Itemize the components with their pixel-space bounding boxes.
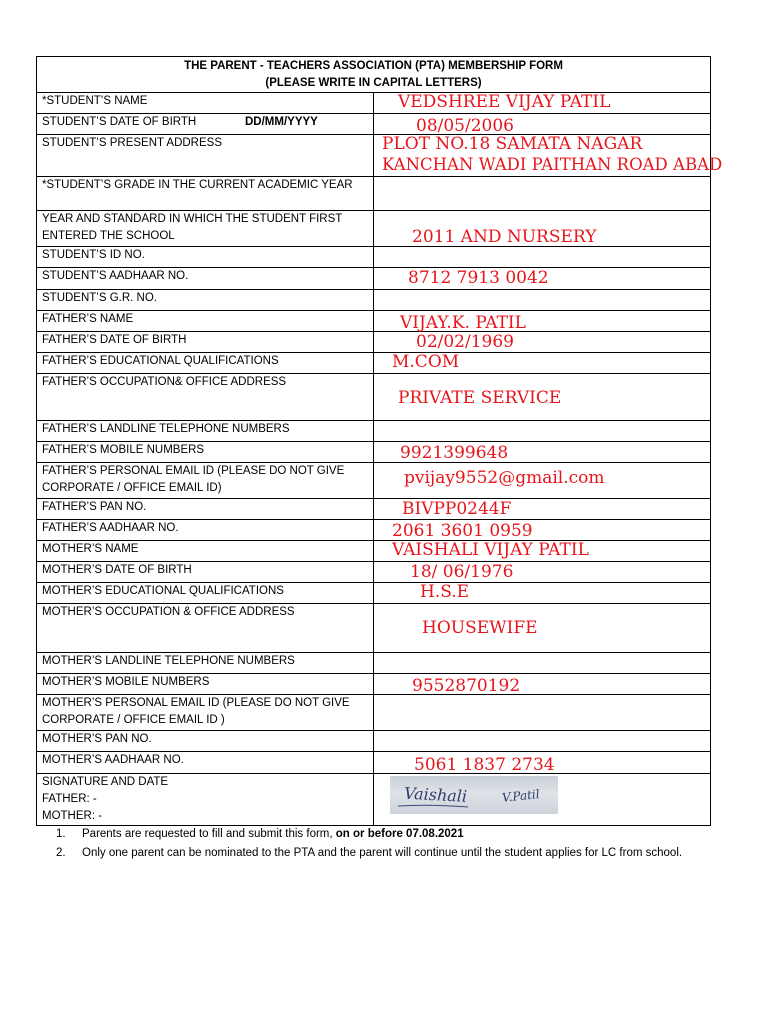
mother-occupation-label: MOTHER’S OCCUPATION & OFFICE ADDRESS bbox=[37, 604, 374, 653]
mother-name-label: MOTHER’S NAME bbox=[37, 541, 374, 562]
father-aadhaar-value: 2061 3601 0959 bbox=[392, 521, 533, 541]
student-grade-label: *STUDENT’S GRADE IN THE CURRENT ACADEMIC YEAR bbox=[37, 177, 374, 211]
father-landline-label: FATHER’S LANDLINE TELEPHONE NUMBERS bbox=[37, 421, 374, 442]
dob-format-hint: DD/MM/YYYY bbox=[245, 116, 318, 128]
student-id-field[interactable] bbox=[374, 247, 711, 268]
mother-landline-label: MOTHER’S LANDLINE TELEPHONE NUMBERS bbox=[37, 653, 374, 674]
mother-occupation-value: HOUSEWIFE bbox=[422, 618, 538, 638]
father-dob-field[interactable] bbox=[374, 332, 711, 353]
father-email-label: FATHER’S PERSONAL EMAIL ID (PLEASE DO NOT GIVE CORPORATE / OFFICE EMAIL ID) bbox=[37, 463, 374, 499]
student-grade-field[interactable] bbox=[374, 177, 711, 211]
father-name-field[interactable] bbox=[374, 311, 711, 332]
signature-label-cell bbox=[37, 774, 374, 826]
mother-aadhaar-value: 5061 1837 2734 bbox=[414, 755, 555, 775]
mother-email-field[interactable] bbox=[374, 695, 711, 731]
mother-name-value: VAISHALI VIJAY PATIL bbox=[392, 540, 589, 560]
father-aadhaar-label: FATHER’S AADHAAR NO. bbox=[37, 520, 374, 541]
note-text: Only one parent can be nominated to the PTA and the parent will continue until the student applies for LC from school. bbox=[82, 847, 683, 859]
mother-aadhaar-label: MOTHER’S AADHAAR NO. bbox=[37, 752, 374, 774]
form-subtitle: (PLEASE WRITE IN CAPITAL LETTERS) bbox=[265, 77, 482, 89]
father-mobile-field[interactable] bbox=[374, 442, 711, 463]
signature-mother-text: Vaishali bbox=[403, 783, 468, 806]
student-id-label: STUDENT’S ID NO. bbox=[37, 247, 374, 268]
father-pan-value: BIVPP0244F bbox=[402, 499, 512, 519]
mother-dob-label: MOTHER’S DATE OF BIRTH bbox=[37, 562, 374, 583]
signature-strokes bbox=[390, 776, 558, 814]
mother-education-value: H.S.E bbox=[420, 582, 470, 602]
father-landline-field[interactable] bbox=[374, 421, 711, 442]
father-occupation-label: FATHER’S OCCUPATION& OFFICE ADDRESS bbox=[37, 374, 374, 421]
mother-name-field[interactable] bbox=[374, 541, 711, 562]
father-education-field[interactable] bbox=[374, 353, 711, 374]
father-pan-label: FATHER’S PAN NO. bbox=[37, 499, 374, 520]
student-address-line2: KANCHAN WADI PAITHAN ROAD ABAD bbox=[382, 155, 723, 174]
student-aadhaar-field[interactable] bbox=[374, 268, 711, 290]
signature-label: SIGNATURE AND DATE bbox=[42, 776, 169, 788]
pta-membership-form bbox=[36, 56, 723, 826]
student-name-field[interactable] bbox=[374, 93, 711, 114]
father-occupation-value: PRIVATE SERVICE bbox=[398, 388, 562, 408]
mother-pan-field[interactable] bbox=[374, 731, 711, 752]
mother-mobile-value: 9552870192 bbox=[412, 676, 521, 696]
student-aadhaar-value: 8712 7913 0042 bbox=[408, 268, 549, 288]
student-address-field[interactable] bbox=[374, 134, 723, 177]
mother-landline-field[interactable] bbox=[374, 653, 711, 674]
father-dob-value: 02/02/1969 bbox=[416, 332, 514, 352]
signature-image bbox=[390, 776, 558, 814]
year-entered-value: 2011 AND NURSERY bbox=[412, 227, 597, 247]
note-number: 1. bbox=[56, 828, 66, 840]
note-item bbox=[56, 826, 716, 843]
father-dob-label: FATHER’S DATE OF BIRTH bbox=[37, 332, 374, 353]
mother-email-label: MOTHER’S PERSONAL EMAIL ID (PLEASE DO NOT GIVE CORPORATE / OFFICE EMAIL ID ) bbox=[37, 695, 374, 731]
notes-list bbox=[56, 826, 716, 862]
father-email-field[interactable] bbox=[374, 463, 711, 499]
mother-mobile-label: MOTHER’S MOBILE NUMBERS bbox=[37, 674, 374, 695]
student-gr-field[interactable] bbox=[374, 290, 711, 311]
student-gr-label: STUDENT’S G.R. NO. bbox=[37, 290, 374, 311]
signature-father-text: V.Patil bbox=[501, 786, 541, 805]
note-text: Parents are requested to fill and submit this form, bbox=[82, 828, 336, 840]
student-dob-value: 08/05/2006 bbox=[416, 116, 514, 136]
mother-dob-field[interactable] bbox=[374, 562, 711, 583]
father-name-label: FATHER’S NAME bbox=[37, 311, 374, 332]
father-email-value: pvijay9552@gmail.com bbox=[404, 468, 605, 488]
father-pan-field[interactable] bbox=[374, 499, 711, 520]
mother-mobile-field[interactable] bbox=[374, 674, 711, 695]
student-dob-label: STUDENT’S DATE OF BIRTH bbox=[42, 116, 197, 128]
mother-education-field[interactable] bbox=[374, 583, 711, 604]
father-education-label: FATHER’S EDUCATIONAL QUALIFICATIONS bbox=[37, 353, 374, 374]
student-aadhaar-label: STUDENT’S AADHAAR NO. bbox=[37, 268, 374, 290]
signature-mother-label: MOTHER: - bbox=[42, 810, 103, 822]
father-occupation-field[interactable] bbox=[374, 374, 711, 421]
mother-education-label: MOTHER’S EDUCATIONAL QUALIFICATIONS bbox=[37, 583, 374, 604]
note-deadline: on or before 07.08.2021 bbox=[335, 828, 464, 840]
form-header bbox=[37, 57, 711, 93]
form-title: THE PARENT - TEACHERS ASSOCIATION (PTA) MEMBERSHIP FORM bbox=[184, 60, 563, 72]
student-dob-field[interactable] bbox=[374, 114, 711, 135]
mother-pan-label: MOTHER’S PAN NO. bbox=[37, 731, 374, 752]
signature-father-label: FATHER: - bbox=[42, 793, 97, 805]
mother-occupation-field[interactable] bbox=[374, 604, 711, 653]
year-entered-label: YEAR AND STANDARD IN WHICH THE STUDENT FIRST ENTERED THE SCHOOL bbox=[37, 211, 374, 247]
student-name-value: VEDSHREE VIJAY PATIL bbox=[398, 92, 611, 112]
mother-aadhaar-field[interactable] bbox=[374, 752, 711, 774]
mother-dob-value: 18/ 06/1976 bbox=[410, 562, 514, 582]
signature-field[interactable] bbox=[374, 774, 711, 826]
student-dob-row-label bbox=[37, 114, 374, 135]
signature-underline bbox=[398, 805, 468, 807]
note-item bbox=[56, 845, 716, 862]
student-address-line1: PLOT NO.18 SAMATA NAGAR bbox=[382, 134, 643, 154]
father-aadhaar-field[interactable] bbox=[374, 520, 711, 541]
father-mobile-label: FATHER’S MOBILE NUMBERS bbox=[37, 442, 374, 463]
father-name-value: VIJAY.K. PATIL bbox=[400, 313, 526, 333]
father-education-value: M.COM bbox=[392, 352, 460, 372]
year-entered-field[interactable] bbox=[374, 211, 711, 247]
father-mobile-value: 9921399648 bbox=[400, 443, 509, 463]
note-number: 2. bbox=[56, 847, 66, 859]
student-address-label: STUDENT’S PRESENT ADDRESS bbox=[37, 135, 374, 177]
student-name-label: *STUDENT’S NAME bbox=[37, 93, 374, 114]
